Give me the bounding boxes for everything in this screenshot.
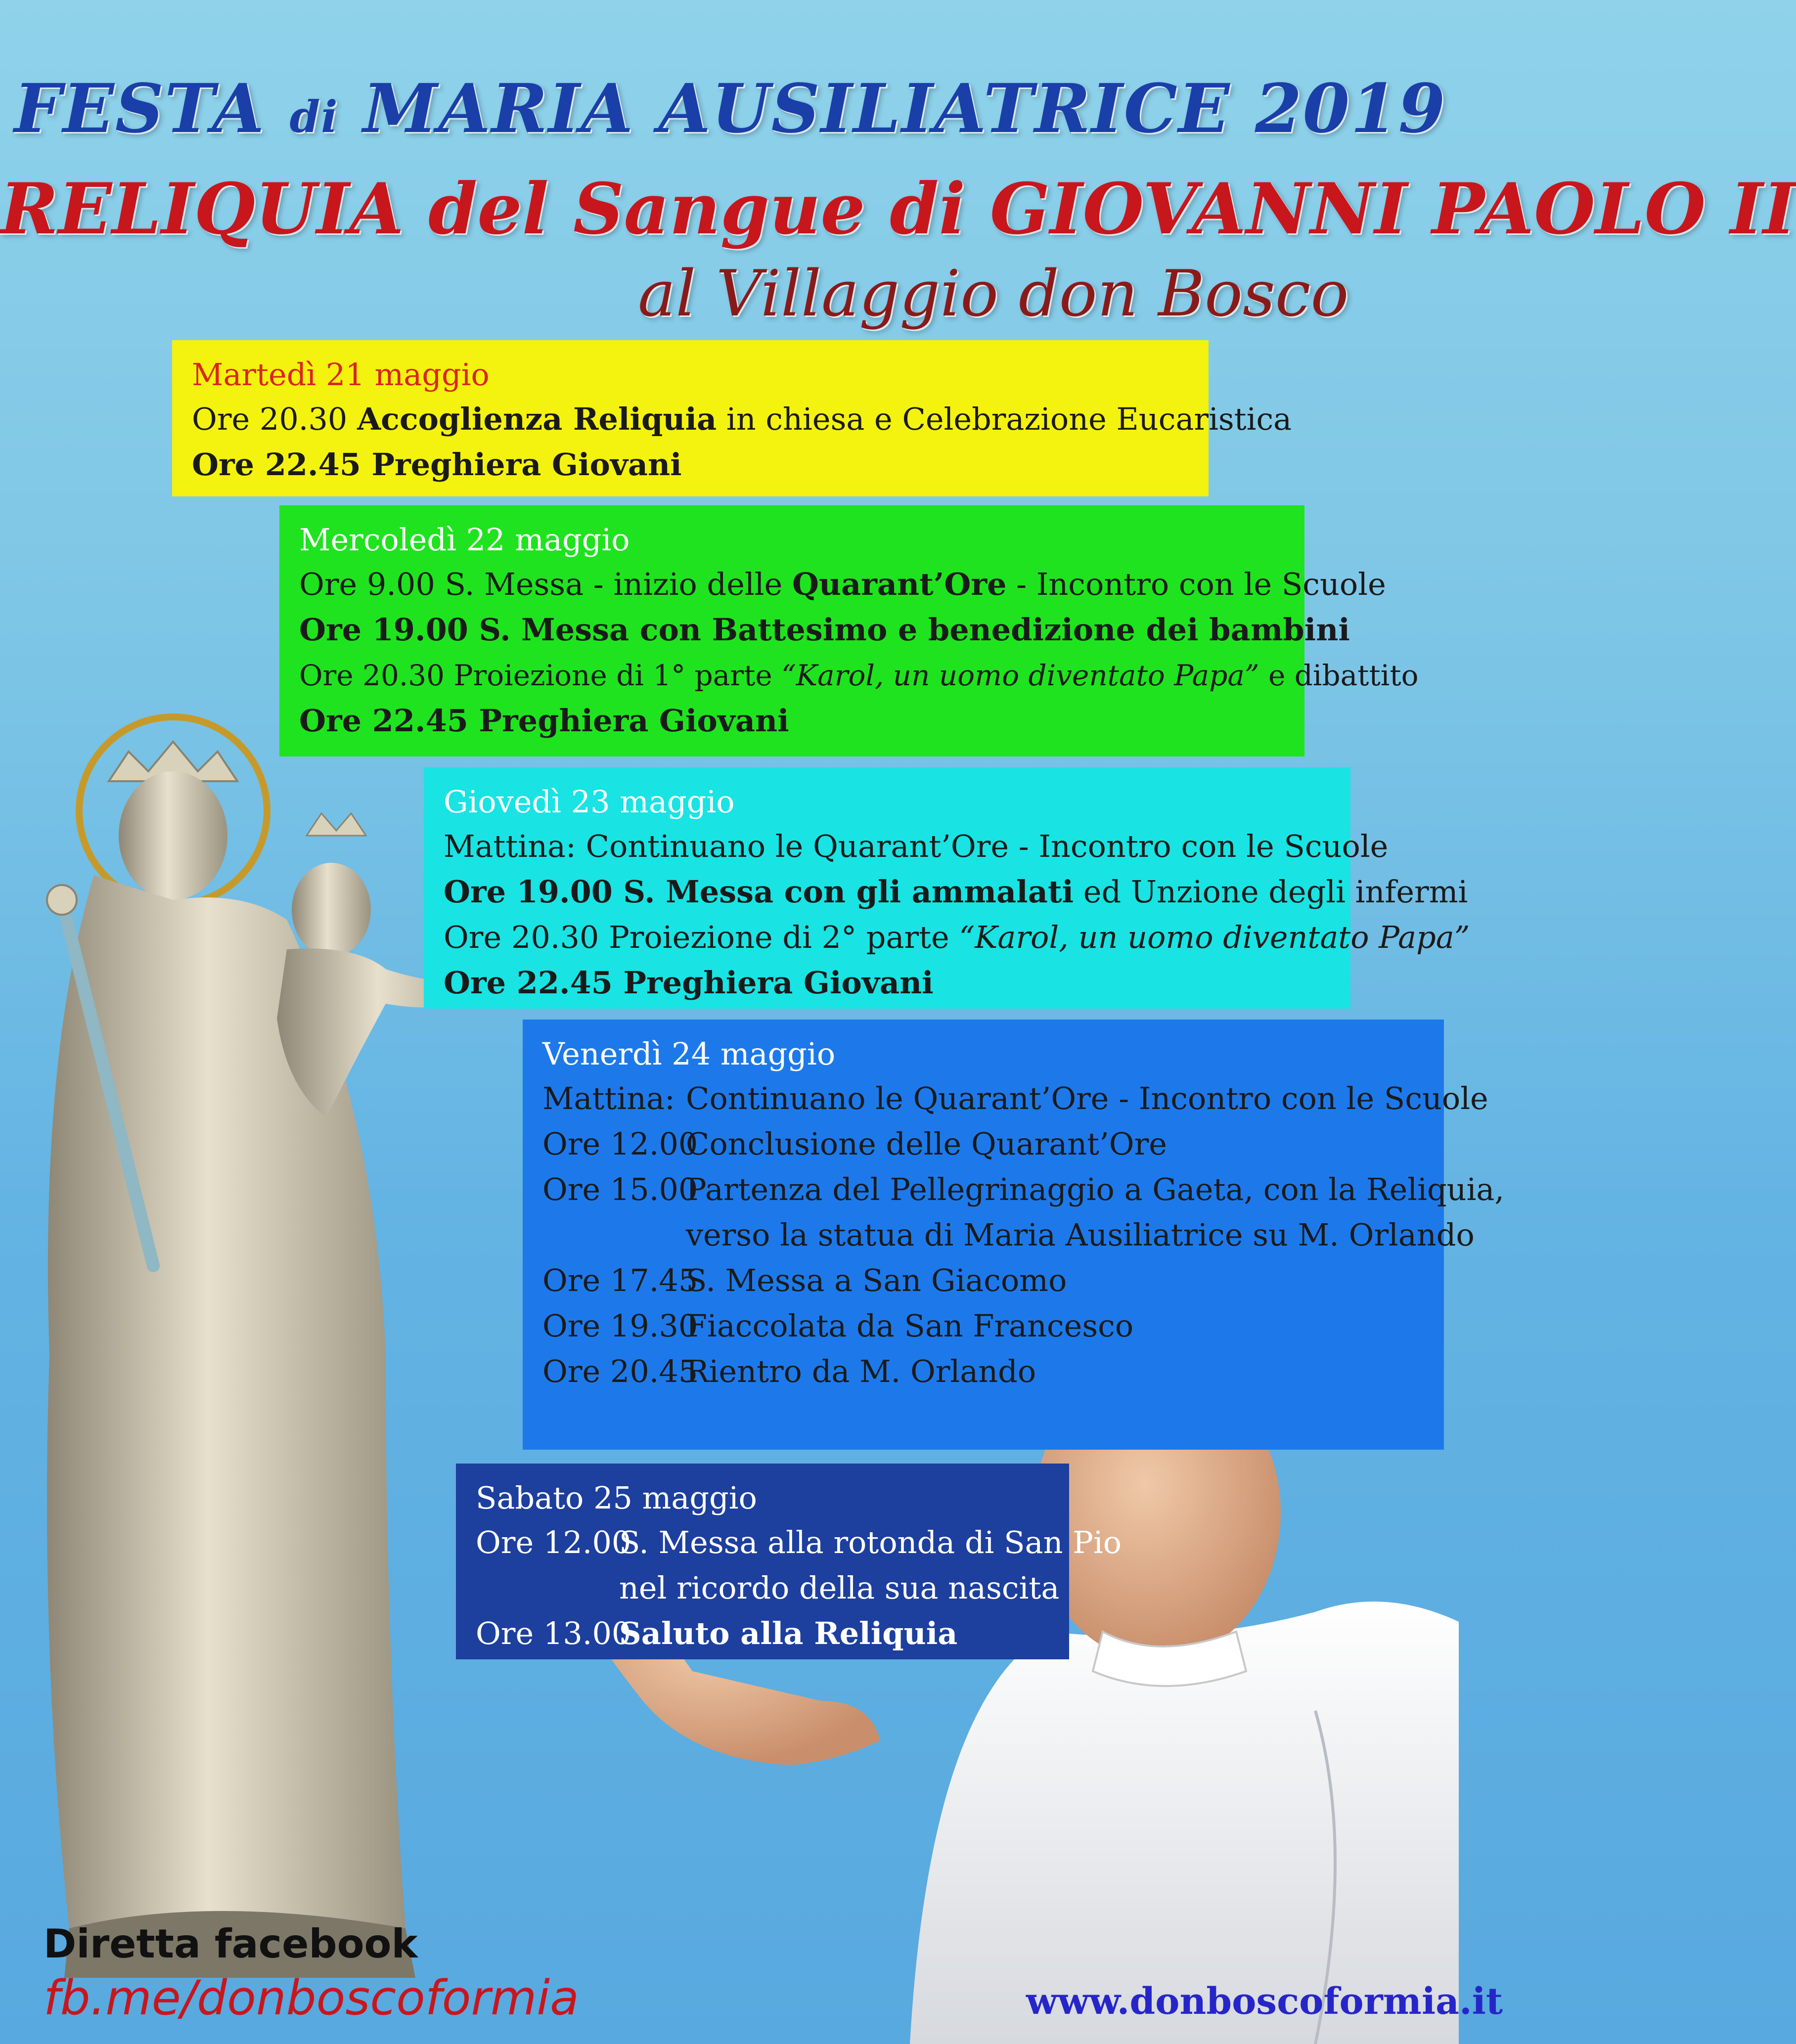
day-heading: Venerdì 24 maggio: [542, 1036, 836, 1072]
schedule-line: Ore 20.30 Proiezione di 1° parte “Karol, un uomo diventato Papa” e dibattito: [299, 659, 1419, 692]
schedule-thursday: [424, 767, 1470, 1009]
schedule-event: Fiaccolata da San Francesco: [686, 1308, 1134, 1344]
schedule-event: verso la statua di Maria Ausiliatrice su M. Orlando: [686, 1217, 1475, 1253]
website-link[interactable]: www.donboscoformia.it: [1026, 1980, 1503, 2023]
schedule-event: Rientro da M. Orlando: [686, 1353, 1036, 1389]
schedule-friday: [523, 1020, 1505, 1450]
schedule-row: [542, 1076, 1488, 1121]
schedule-time: Ore 15.00: [542, 1171, 698, 1207]
schedule-line: Ore 19.00 S. Messa con Battesimo e benedizione dei bambini: [299, 612, 1350, 648]
schedule-saturday: [456, 1464, 1122, 1659]
schedule-event: Conclusione delle Quarant’Ore: [686, 1126, 1167, 1162]
facebook-link[interactable]: fb.me/donboscoformia: [44, 1970, 579, 2026]
schedule-time: Ore 19.30: [542, 1308, 698, 1344]
schedule-row: [476, 1520, 1122, 1565]
schedule-time: Ore 20.45: [542, 1353, 698, 1389]
schedule-time: Ore 17.45: [542, 1262, 698, 1298]
schedule-time: [476, 1565, 619, 1611]
schedule-time: [542, 1212, 686, 1258]
relic-title: RELIQUIA del Sangue di GIOVANNI PAOLO II: [0, 168, 1796, 250]
schedule-event: S. Messa alla rotonda di San Pio: [619, 1524, 1122, 1560]
schedule-row: [476, 1611, 1049, 1656]
schedule-row: [542, 1349, 1424, 1394]
schedule-line: Mattina: Continuano le Quarant’Ore - Incontro con le Scuole: [444, 828, 1389, 864]
day-heading: Sabato 25 maggio: [476, 1480, 757, 1516]
schedule-time: Ore 12.00: [476, 1524, 631, 1560]
schedule-wednesday: [279, 505, 1419, 756]
schedule-row: [542, 1303, 1424, 1349]
schedule-line: Ore 9.00 S. Messa - inizio delle Quarant’Ore - Incontro con le Scuole: [299, 566, 1386, 602]
schedule-line: Ore 22.45 Preghiera Giovani: [192, 446, 682, 483]
facebook-live-label: Diretta facebook: [44, 1921, 418, 1967]
schedule-event: Continuano le Quarant’Ore - Incontro con le Scuole: [686, 1080, 1488, 1116]
schedule-time: Mattina:: [542, 1080, 675, 1116]
schedule-line: Ore 19.00 S. Messa con gli ammalati ed Unzione degli infermi: [444, 874, 1468, 910]
day-heading: Mercoledì 22 maggio: [299, 522, 630, 558]
schedule-event: Partenza del Pellegrinaggio a Gaeta, con la Reliquia,: [686, 1171, 1505, 1207]
day-heading: Martedì 21 maggio: [192, 356, 490, 393]
day-heading: Giovedì 23 maggio: [444, 784, 735, 820]
schedule-event: Saluto alla Reliquia: [619, 1615, 958, 1651]
schedule-row: [476, 1565, 1060, 1611]
schedule-line: Ore 22.45 Preghiera Giovani: [444, 965, 934, 1001]
festival-title: FESTA di MARIA AUSILIATRICE 2019: [14, 69, 1446, 148]
location-title: al Villaggio don Bosco: [638, 257, 1349, 331]
schedule-event: S. Messa a San Giacomo: [686, 1262, 1067, 1298]
schedule-time: Ore 13.00: [476, 1615, 631, 1651]
schedule-row: [542, 1212, 1475, 1258]
pope-photo-image: [544, 1355, 1459, 2044]
schedule-time: Ore 12.00: [542, 1126, 698, 1162]
schedule-line: Ore 20.30 Accoglienza Reliquia in chiesa e Celebrazione Eucaristica: [192, 401, 1292, 437]
schedule-line: Ore 22.45 Preghiera Giovani: [299, 703, 789, 739]
schedule-row: [542, 1121, 1424, 1167]
schedule-event: nel ricordo della sua nascita: [619, 1570, 1060, 1606]
schedule-row: [542, 1167, 1505, 1212]
schedule-line: Ore 20.30 Proiezione di 2° parte “Karol, un uomo diventato Papa”: [444, 919, 1470, 955]
schedule-row: [542, 1258, 1424, 1303]
schedule-tuesday: [172, 340, 1292, 496]
